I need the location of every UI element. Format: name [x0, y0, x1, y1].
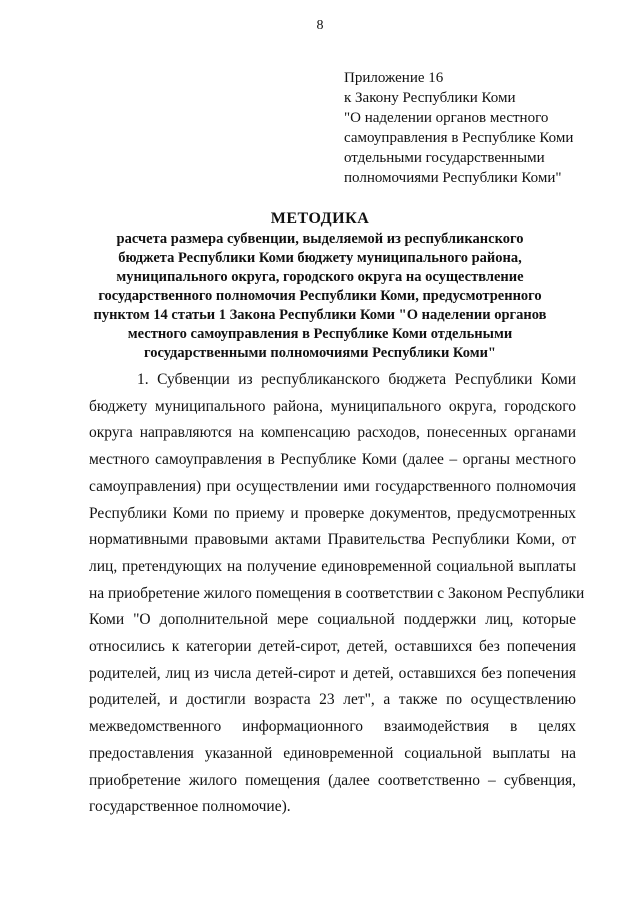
- paragraph-line: межведомственного информационного взаимодействия в целях: [89, 718, 576, 736]
- appendix-line: полномочиями Республики Коми": [344, 170, 562, 186]
- appendix-header: [344, 68, 624, 188]
- paragraph-line: местного самоуправления в Республике Коми (далее – органы местного: [89, 451, 576, 469]
- paragraph-line: округа направляются на компенсацию расходов, понесенных органами: [89, 424, 576, 442]
- paragraph-line: относились к категории детей-сирот, детей, оставшихся без попечения: [89, 638, 576, 656]
- subtitle-line: муниципального округа, городского округа на осуществление: [116, 269, 524, 285]
- paragraph-line: приобретение жилого помещения (далее соответственно – субвенция,: [89, 771, 576, 789]
- subtitle-line: государственными полномочиями Республики Коми": [144, 345, 496, 361]
- appendix-line: самоуправления в Республике Коми: [344, 130, 574, 146]
- paragraph-line: бюджету муниципального района, муниципального округа, городского: [89, 397, 576, 415]
- paragraph-line: лиц, претендующих на получение единовременной социальной выплаты: [89, 557, 576, 575]
- appendix-line: "О наделении органов местного: [344, 110, 549, 126]
- appendix-line: Приложение 16: [344, 70, 444, 86]
- subtitle-line: бюджета Республики Коми бюджету муниципального района,: [118, 250, 522, 266]
- paragraph-1: [89, 367, 585, 821]
- paragraph-line: 1. Субвенции из республиканского бюджета Республики Коми: [137, 371, 576, 388]
- paragraph-line: самоуправления) при осуществлении ими государственного полномочия: [89, 477, 576, 495]
- document-subtitle: [80, 230, 560, 363]
- paragraph-line: Коми "О дополнительной мере социальной поддержки лиц, которые: [89, 611, 576, 629]
- paragraph-line: родителей, и достигли возраста 23 лет", а также по осуществлению: [89, 691, 576, 709]
- document-title: МЕТОДИКА: [270, 210, 370, 227]
- subtitle-line: расчета размера субвенции, выделяемой из республиканского: [116, 231, 524, 247]
- paragraph-line: родителей, лиц из числа детей-сирот и детей, оставшихся без попечения: [89, 664, 576, 682]
- subtitle-line: местного самоуправления в Республике Коми отдельными: [127, 326, 513, 342]
- paragraph-line: на приобретение жилого помещения в соответствии с Законом Республики: [89, 584, 585, 602]
- appendix-line: отдельными государственными: [344, 150, 545, 166]
- subtitle-line: пунктом 14 статьи 1 Закона Республики Коми "О наделении органов: [93, 307, 547, 323]
- paragraph-line: Республики Коми по приему и проверке документов, предусмотренных: [89, 504, 576, 522]
- subtitle-line: государственного полномочия Республики Коми, предусмотренного: [98, 288, 542, 304]
- page-number: 8: [316, 18, 324, 33]
- paragraph-line: предоставления указанной единовременной социальной выплаты на: [89, 744, 576, 762]
- paragraph-line: государственное полномочие).: [89, 798, 291, 816]
- appendix-line: к Закону Республики Коми: [344, 90, 516, 106]
- paragraph-line: нормативными правовыми актами Правительства Республики Коми, от: [89, 531, 576, 549]
